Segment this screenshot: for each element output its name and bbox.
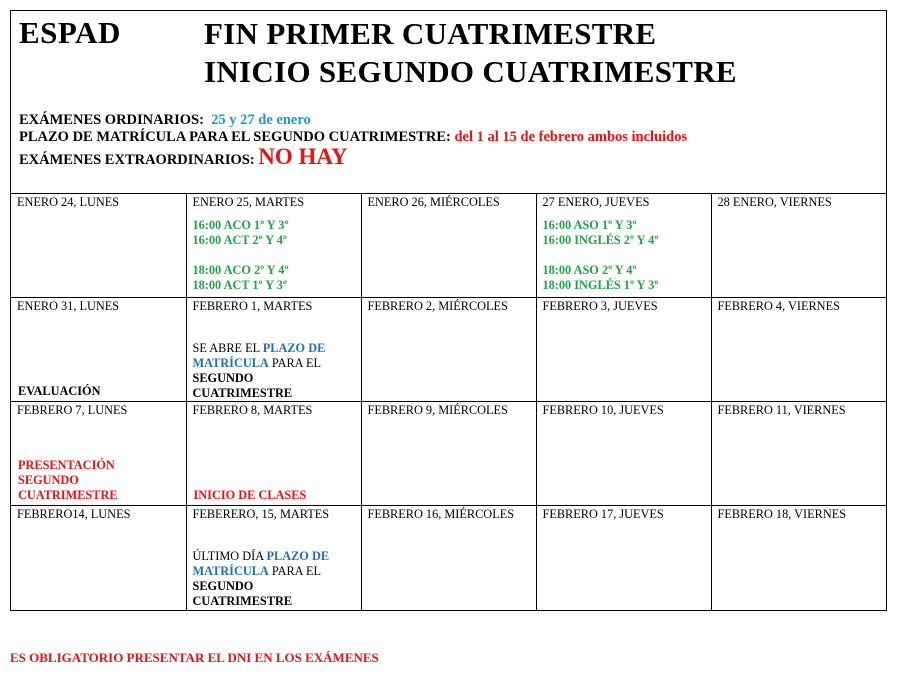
day-cell — [11, 194, 186, 298]
day-label: FEBRERO 16, MIÉRCOLES — [367, 507, 515, 521]
exam-entry: 16:00 ACT 2º Y 4º — [192, 233, 287, 247]
day-label: FEBRERO 2, MIÉRCOLES — [367, 299, 508, 313]
note-text: ÚLTIMO DÍA — [192, 549, 267, 563]
extra-line — [19, 144, 687, 169]
title-line-1: FIN PRIMER CUATRIMESTRE — [204, 16, 657, 51]
day-cell — [536, 298, 711, 402]
day-cell — [11, 506, 186, 610]
extra-value: NO HAY — [258, 144, 348, 169]
note-text: PARA EL — [268, 564, 321, 578]
presentation-note: PRESENTACIÓN SEGUNDO CUATRIMESTRE — [18, 458, 118, 502]
document-title — [204, 15, 737, 91]
note-text: SE ABRE EL — [192, 341, 263, 355]
day-label: FEBRERO 7, LUNES — [17, 403, 128, 417]
day-label: ENERO 26, MIÉRCOLES — [367, 195, 500, 209]
day-label: 28 ENERO, VIERNES — [717, 195, 832, 209]
day-cell — [711, 298, 886, 402]
week-row-3 — [11, 402, 886, 506]
day-label: FEBRERO14, LUNES — [17, 507, 131, 521]
day-label: ENERO 31, LUNES — [17, 299, 120, 313]
day-cell — [186, 506, 361, 610]
calendar-table — [11, 193, 886, 610]
day-cell — [536, 506, 711, 610]
day-cell — [711, 402, 886, 506]
day-cell — [11, 298, 186, 402]
day-label: ENERO 24, LUNES — [17, 195, 120, 209]
plazo-value: del 1 al 15 de febrero ambos incluidos — [454, 129, 688, 145]
day-cell — [711, 194, 886, 298]
school-name: ESPAD — [19, 15, 121, 50]
day-label: FEBRERO 17, JUEVES — [542, 507, 664, 521]
exam-entry: 18:00 INGLÉS 1º Y 3º — [542, 278, 659, 292]
enrollment-link-text: PLAZO DE MATRÍCULA — [192, 549, 330, 578]
calendar-document — [10, 10, 887, 611]
day-label: 27 ENERO, JUEVES — [542, 195, 650, 209]
day-cell — [361, 506, 536, 610]
exam-entry: 16:00 ASO 1º Y 3º — [542, 218, 637, 232]
exam-entry: 18:00 ACT 1º Y 3º — [192, 278, 287, 292]
plazo-line — [19, 129, 687, 146]
day-label: FEBRERO 8, MARTES — [192, 403, 313, 417]
ordinarios-line — [19, 112, 687, 129]
dni-footer-note: ES OBLIGATORIO PRESENTAR EL DNI EN LOS EXÁMENES — [10, 650, 379, 665]
day-cell — [536, 194, 711, 298]
day-cell — [186, 402, 361, 506]
day-label: FEBERERO, 15, MARTES — [192, 507, 330, 521]
day-label: FEBRERO 10, JUEVES — [542, 403, 664, 417]
extra-label: EXÁMENES EXTRAORDINARIOS: — [19, 152, 255, 168]
day-label: FEBRERO 1, MARTES — [192, 299, 313, 313]
week-row-2 — [11, 298, 886, 402]
note-text: SEGUNDO CUATRIMESTRE — [192, 579, 293, 608]
info-block — [19, 112, 687, 169]
exam-entry: 16:00 INGLÉS 2º Y 4º — [542, 233, 659, 247]
plazo-label: PLAZO DE MATRÍCULA PARA EL SEGUNDO CUATRIMESTRE: — [19, 129, 451, 145]
day-label: FEBRERO 11, VIERNES — [717, 403, 846, 417]
enrollment-link-text: PLAZO DE MATRÍCULA — [192, 341, 326, 370]
document-header — [11, 11, 886, 193]
day-label: FEBRERO 9, MIÉRCOLES — [367, 403, 508, 417]
day-cell — [361, 194, 536, 298]
ordinarios-label: EXÁMENES ORDINARIOS: — [19, 112, 204, 128]
day-cell — [536, 402, 711, 506]
day-cell — [361, 402, 536, 506]
note-text: PARA EL — [268, 356, 321, 370]
day-label: FEBRERO 18, VIERNES — [717, 507, 847, 521]
ordinarios-value: 25 y 27 de enero — [211, 112, 311, 128]
day-cell — [186, 298, 361, 402]
note-text: SEGUNDO CUATRIMESTRE — [192, 371, 293, 400]
enrollment-close-note — [193, 549, 355, 609]
day-label: FEBRERO 4, VIERNES — [717, 299, 840, 313]
day-cell — [361, 298, 536, 402]
day-cell — [711, 506, 886, 610]
title-line-2: INICIO SEGUNDO CUATRIMESTRE — [204, 54, 737, 89]
day-cell — [186, 194, 361, 298]
week-row-4 — [11, 506, 886, 610]
day-label: ENERO 25, MARTES — [192, 195, 305, 209]
exam-entry: 18:00 ASO 2º Y 4º — [542, 263, 637, 277]
exam-entry: 18:00 ACO 2º Y 4º — [192, 263, 289, 277]
exam-entry: 16:00 ACO 1º Y 3º — [192, 218, 289, 232]
day-label: FEBRERO 3, JUEVES — [542, 299, 658, 313]
enrollment-open-note — [193, 341, 355, 401]
day-cell — [11, 402, 186, 506]
classes-start-note: INICIO DE CLASES — [193, 488, 307, 502]
evaluation-note: EVALUACIÓN — [18, 384, 101, 398]
week-row-1 — [11, 194, 886, 298]
